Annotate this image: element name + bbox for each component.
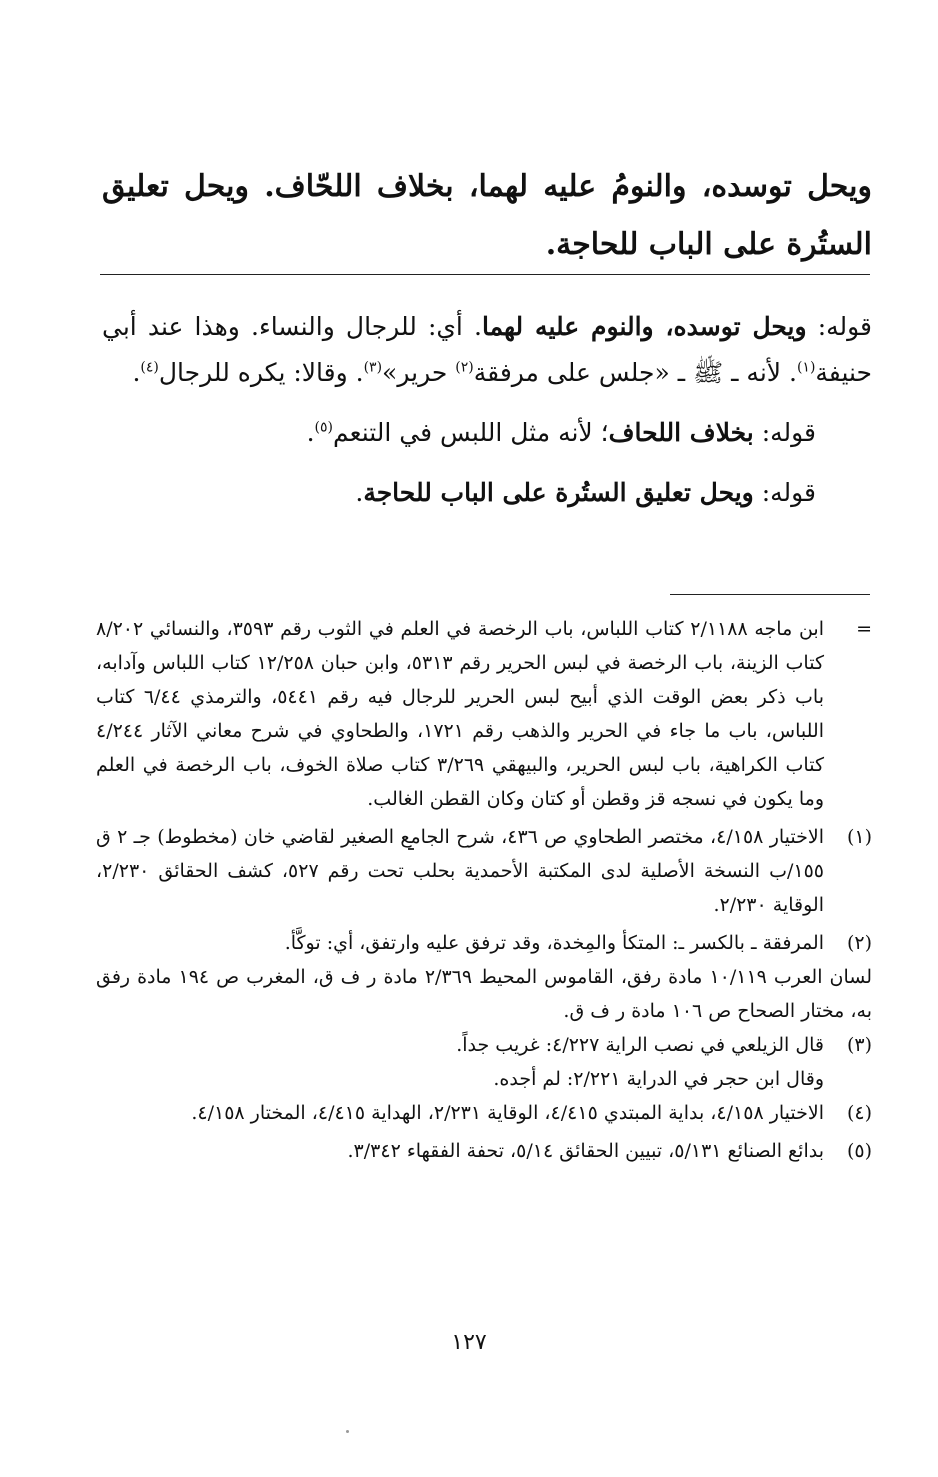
footnote-text: المرفقة ـ بالكسر ـ: المتكأ والمِخدة، وقد ترفق عليه وارتفق، أي: توكَّأ. — [284, 932, 824, 954]
quoted-text: ويحل توسده، والنوم عليه لهما — [481, 312, 807, 341]
commentary-text: . — [306, 418, 315, 447]
commentary-paragraph-2 — [102, 410, 872, 456]
quoted-text: ويحل تعليق الستُرة على الباب للحاجة — [363, 478, 754, 507]
footnote-2 — [96, 926, 872, 960]
commentary-text: . — [355, 478, 364, 507]
commentary-paragraph-1 — [102, 304, 872, 396]
quote-intro: قوله: — [817, 312, 873, 341]
footnote-ref[interactable]: (١) — [796, 359, 816, 376]
commentary-text: حرير» — [382, 358, 456, 387]
footnote-4 — [96, 1096, 872, 1130]
commentary-paragraph-3 — [102, 470, 872, 516]
footnote-continuation — [96, 612, 872, 816]
footnote-text: قال الزيلعي في نصب الراية ٤/٢٢٧: غريب جداً. — [456, 1034, 824, 1056]
footnotes-divider — [670, 594, 870, 595]
footnote-number: (٢) — [846, 932, 872, 954]
footnote-number: (٣) — [846, 1034, 872, 1056]
commentary-text: . أي: للرجال والنساء. وهذا عند أبي حنيفة — [102, 312, 872, 387]
print-speck — [408, 848, 414, 850]
footnote-number: (١) — [846, 826, 872, 848]
commentary-text: ؛ لأنه مثل اللبس في التنعم — [333, 418, 609, 447]
main-text-divider — [100, 274, 870, 275]
quote-intro: قوله: — [761, 418, 816, 447]
main-text — [102, 158, 872, 274]
footnote-ref[interactable]: (٥) — [314, 419, 334, 436]
footnote-text: بدائع الصنائع ٥/١٣١، تبيين الحقائق ٥/١٤، تحفة الفقهاء ٣/٣٤٢. — [347, 1140, 824, 1162]
main-text-content: ويحل توسده، والنومُ عليه لهما، بخلاف اللحّاف. ويحل تعليق الستُرة على الباب للحاجة. — [102, 169, 872, 262]
commentary — [102, 304, 872, 516]
continuation-mark: = — [856, 618, 872, 640]
footnote-ref[interactable]: (٢) — [455, 359, 474, 376]
footnote-1 — [96, 820, 872, 922]
footnotes — [96, 612, 872, 1168]
footnote-text: الاختيار ٤/١٥٨، مختصر الطحاوي ص ٤٣٦، شرح الجامع الصغير لقاضي خان (مخطوط) جـ ٢ ق ١٥٥/ب النسخة الأصلية لدى المكتبة الأحمدية بحلب تحت رقم ٥٢٧، كشف الحقائق ٢/٢٣٠، الوقاية ٢/٢٣٠. — [96, 826, 825, 916]
footnote-3 — [96, 1028, 872, 1062]
print-speck — [346, 1430, 349, 1433]
footnote-ref[interactable]: (٣) — [363, 359, 383, 376]
quoted-text: بخلاف اللحاف — [608, 418, 754, 447]
footnote-number: (٥) — [846, 1140, 872, 1162]
footnote-text: ابن ماجه ٢/١١٨٨ كتاب اللباس، باب الرخصة في العلم في الثوب رقم ٣٥٩٣، والنسائي ٨/٢٠٢ كتاب الزينة، باب الرخصة في لبس الحرير رقم ٥٣١٣، وابن حبان ١٢/٢٥٨ كتاب اللباس وآدابه، باب ذكر بعض الوقت الذي أبيح لبس الحرير للرجال فيه رقم ٥٤٤١، والترمذي ٦/٤٤ كتاب اللباس، باب ما جاء في الحرير والذهب رقم ١٧٢١، والطحاوي في شرح معاني الآثار ٤/٢٤٤ كتاب الكراهية، باب لبس الحرير، والبيهقي ٣/٢٦٩ كتاب صلاة الخوف، باب الرخصة في العلم وما يكون في نسجه قز وقطن أو كتان وكان القطن الغالب. — [96, 618, 825, 810]
quote-intro: قوله: — [761, 478, 816, 507]
footnote-2-continued: لسان العرب ١٠/١١٩ مادة رفق، القاموس المحيط ٢/٣٦٩ مادة ر ف ق، المغرب ص ١٩٤ مادة رفق به، مختار الصحاح ص ١٠٦ مادة ر ف ق. — [96, 966, 872, 1022]
footnote-ref[interactable]: (٤) — [140, 359, 159, 376]
footnote-number: (٤) — [846, 1102, 872, 1124]
commentary-text: . لأنه ـ ﷺ ـ «جلس على مرفقة — [473, 358, 797, 387]
commentary-text: . وقالا: يكره للرجال — [158, 358, 364, 387]
page-number: ١٢٧ — [451, 1330, 487, 1355]
footnote-5 — [96, 1134, 872, 1168]
footnote-3-continued: وقال ابن حجر في الدراية ٢/٢٢١: لم أجده. — [493, 1068, 824, 1090]
commentary-text: . — [132, 358, 141, 387]
footnote-text: الاختيار ٤/١٥٨، بداية المبتدي ٤/٤١٥، الوقاية ٢/٢٣١، الهداية ٤/٤١٥، المختار ٤/١٥٨. — [191, 1102, 824, 1124]
